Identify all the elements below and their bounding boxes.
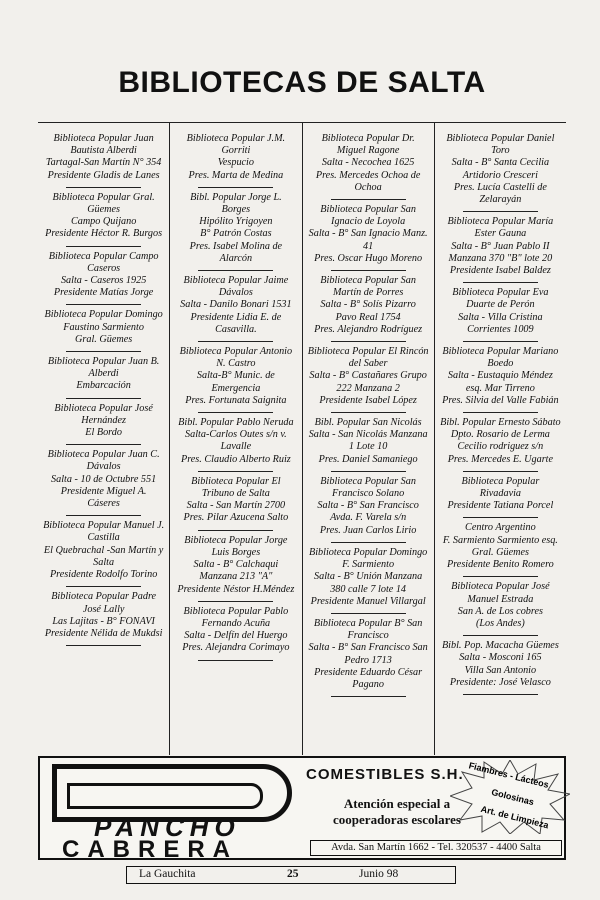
entry-line: Campo Quijano [70,216,137,228]
entry-line: Biblioteca Popular Manuel J. [43,520,165,532]
entry-line: Cecilio rodriguez s/n [457,441,544,453]
library-entry [308,129,429,199]
library-entry [308,472,429,542]
library-entry [308,342,429,412]
entry-divider [463,694,538,695]
entry-divider [198,660,273,661]
entry-line: Pres. Juan Carlos Lirio [319,524,417,536]
entry-line: Vespucio [217,157,254,169]
entry-line: Presidente Nélida de Mukdsi [44,627,163,639]
entry-line: Dpto. Rosario de Lerma [450,429,550,441]
entry-line: Ignacio de Loyola [331,216,406,228]
entry-line: Biblioteca Popular Jaime [183,275,289,287]
entry-line: F. Sarmiento Sarmiento esq. [442,534,558,546]
entry-line: Francisco [347,630,389,642]
entry-line: Tartagal-San Martín N° 354 [45,157,162,169]
library-entry [175,472,296,530]
entry-line: Salta - Eustaquio Méndez [447,370,553,382]
entry-line: Biblioteca Popular Gral. [52,191,155,203]
entry-line: Salta - B° Juan Pablo II [451,240,550,252]
entry-line: Hipólito Yrigoyen [199,216,273,228]
entry-line: Salta - B° Unión Manzana [314,571,423,583]
entry-line: Salta - Delfín del Huergo [184,630,288,642]
ad-comestibles: COMESTIBLES S.H. [306,766,464,783]
library-columns [38,122,566,755]
entry-line: Gral. Güemes [75,333,133,345]
entry-line: José Lally [82,603,125,615]
footer-publication: La Gauchita [139,868,196,880]
library-entry [43,587,164,645]
entry-line: Salta - B° Solís Pizarro [320,299,416,311]
library-entry [43,352,164,398]
entry-line: Pres. Fortunata Saignita [185,394,287,406]
entry-line: Presidente Rodolfo Torino [49,569,158,581]
ad-name-bottom: CABRERA [62,836,238,863]
library-entry [308,271,429,341]
entry-line: Pres. Oscar Hugo Moreno [314,252,423,264]
entry-line: Salta - B° San Francisco San [308,642,428,654]
entry-line: Pagano [352,678,384,690]
entry-line: Presidente Gladis de Lanes [47,169,160,181]
entry-line: Villa San Antonio [464,664,537,676]
entry-line: Salta - Mosconi 165 [459,652,542,664]
entry-line: Presidente Héctor R. Burgos [45,228,163,240]
library-entry [175,188,296,270]
entry-line: Salta [93,556,115,568]
library-entry [43,516,164,586]
entry-line: Biblioteca Popular Juan B. [47,356,160,368]
entry-line: Dávalos [86,461,121,473]
entry-line: 222 Manzana 2 [336,382,400,394]
burst-line-3: Art. de Limpieza [479,803,550,831]
entry-line: Avda. F. Varela s/n [330,512,407,524]
entry-line: Güemes [87,204,121,216]
library-entry [440,413,561,471]
entry-line: Biblioteca Popular J.M. [186,133,286,144]
entry-line: Gorriti [221,145,251,157]
library-entry [43,399,164,445]
entry-line: Salta - 10 de Octubre 551 [51,473,157,485]
entry-line: Presidente Tatiana Porcel [447,500,554,512]
entry-line: Presidente Eduardo César [314,666,423,678]
entry-line: Biblioteca Popular Dr. [321,133,415,144]
entry-line: Biblioteca Popular Eva [452,287,549,299]
entry-line: Biblioteca Popular Daniel [446,133,555,144]
entry-line: Biblioteca Popular María [447,216,554,228]
entry-line: Lavalle [220,441,252,453]
entry-line: Biblioteca Popular San [320,275,416,287]
library-entry [440,283,561,341]
burst-line-1: Fiambres - Lácteos [467,760,550,790]
entry-line: Fernando Acuña [201,617,271,629]
entry-line: Salta - Caseros 1925 [60,275,147,287]
entry-line: Bibl. Popular Pablo Neruda [178,417,294,429]
entry-line: Dávalos [218,287,253,299]
entry-line: Caseros [87,262,121,274]
entry-line: Biblioteca Popular Domingo [308,546,428,558]
entry-line: Boedo [487,358,514,370]
entry-line: Bibl. Popular Jorge L. [190,191,282,203]
entry-line: 41 [363,240,374,252]
entry-line: Salta-B° Munic. de [196,370,275,382]
entry-line: Biblioteca Popular Juan C. [47,449,160,461]
library-entry [440,212,561,282]
entry-line: Biblioteca Popular B° San [313,617,423,629]
entry-line: B° Patrón Costas [200,228,272,240]
entry-line: Salta-Carlos Outes s/n v. [185,429,287,441]
entry-line: El Bordo [85,427,122,439]
entry-line: Salta - B° San Francisco [317,500,419,512]
entry-line: Salta - B° Calchaqui [193,559,279,571]
library-entry [43,247,164,305]
entry-line: Biblioteca Popular Juan [53,133,154,144]
library-entry [175,271,296,341]
entry-line: Alberdi [88,368,119,380]
library-entry [440,129,561,211]
entry-line: Pres. Alejandro Rodríguez [314,323,423,335]
entry-line: Presidente Isabel López [319,394,417,406]
entry-line: Salta - San Nicolás Manzana [308,429,428,441]
entry-line: Presidente Lidia E. de [190,311,282,323]
entry-line: Manuel Estrada [467,593,534,605]
entry-line: Emergencia [211,382,261,394]
entry-line: Biblioteca Popular El Rincón [307,346,429,358]
entry-line: Biblioteca Popular José [54,402,153,414]
entry-line: Bibl. Popular San Nicolás [314,417,422,429]
library-entry [175,602,296,660]
entry-line: Pres. Pilar Azucena Salto [183,512,289,524]
entry-line: Salta - Necochea 1625 [321,157,415,169]
library-entry [175,413,296,471]
library-entry [440,342,561,412]
entry-line: Manzana 370 "B" lote 20 [448,252,553,264]
entry-line: Presidente Isabel Baldez [449,265,551,277]
column-1 [38,123,169,755]
entry-line: Pres. Isabel Molina de [189,240,283,252]
entry-line: Martín de Porres [332,287,404,299]
entry-line: Gral. Güemes [471,546,529,558]
library-entry [43,445,164,515]
entry-line: Pedro 1713 [344,654,392,666]
footer-date: Junio 98 [359,868,399,880]
entry-line: Borges [221,204,251,216]
library-entry [308,413,429,471]
library-entry [308,614,429,696]
library-entry [175,129,296,187]
entry-line: Luis Borges [211,546,261,558]
entry-line: Alarcón [219,252,253,264]
entry-line: Presidente: José Velasco [449,676,551,688]
entry-line: Biblioteca Popular El [191,475,281,487]
entry-line: Presidente Manuel Villargal [310,595,426,607]
entry-line: (Los Andes) [475,617,525,629]
entry-line: Biblioteca Popular [461,475,540,487]
entry-line: Tribuno de Salta [201,488,270,500]
advertisement [38,756,566,863]
footer-page-number: 25 [287,868,299,880]
entry-line: Faustino Sarmiento [63,321,144,333]
entry-line: Presidente Néstor H.Méndez [177,583,295,595]
entry-divider [66,645,141,646]
entry-line: El Quebrachal -San Martín y [43,544,164,556]
library-entry [43,129,164,187]
entry-line: Miguel Ragone [336,145,400,157]
entry-line: Embarcación [76,380,131,392]
entry-line: N. Castro [216,358,256,370]
entry-line: Salta - B° Castañares Grupo [309,370,427,382]
entry-line: Las Lajitas - B° FONAVI [52,615,155,627]
library-entry [175,342,296,412]
entry-line: Corrientes 1009 [467,323,534,335]
entry-line: Biblioteca Popular San [320,475,416,487]
entry-line: Biblioteca Popular Padre [51,591,157,603]
entry-line: Biblioteca Popular Pablo [183,605,289,617]
entry-line: Presidente Miguel A. [60,485,147,497]
entry-line: Salta - B° Santa Cecilia [451,157,550,169]
starburst-graphic [450,760,570,834]
entry-line: Pres. Silvia del Valle Fabián [442,394,559,406]
entry-line: Biblioteca Popular José [451,581,550,593]
entry-line: Hernández [81,414,126,426]
entry-line: Salta - Danilo Bonari 1531 [180,299,292,311]
ad-attention-line1: Atención especial a [343,796,451,811]
entry-line: Ester Gauna [474,228,527,240]
entry-line: Pres. Marta de Medina [188,169,284,181]
entry-line: Pres. Alejandra Corimayo [182,642,290,654]
entry-line: esq. Mar Tirreno [465,382,535,394]
entry-line: Rivadavia [479,488,522,500]
entry-line: Artidorio Cresceri [462,169,538,181]
entry-line: Ochoa [354,181,382,193]
library-entry [440,518,561,576]
ad-address: Avda. San Martín 1662 - Tel. 320537 - 4400 Salta [310,840,562,856]
library-entry [43,188,164,246]
entry-line: Bibl. Pop. Macacha Güemes [441,640,559,652]
entry-line: Salta - Villa Cristina [458,311,543,323]
entry-line: Cáseres [87,498,120,510]
entry-line: Bibl. Popular Ernesto Sábato [440,417,561,429]
entry-line: San A. de Los cobres [457,605,543,617]
burst-line-2: Golosinas [490,786,536,808]
entry-line: Duarte de Perón [466,299,535,311]
entry-line: Presidente Matías Jorge [53,287,154,299]
entry-line: 380 calle 7 lote 14 [330,583,407,595]
library-entry [440,472,561,518]
entry-line: Salta - San Martín 2700 [186,500,286,512]
library-entry [440,636,561,694]
entry-line: Centro Argentino [465,522,536,534]
column-2 [169,123,301,755]
page-title: BIBLIOTECAS DE SALTA [118,66,486,99]
column-3 [302,123,434,755]
entry-line: Pavo Real 1754 [335,311,401,323]
entry-line: Castilla [87,532,120,544]
entry-line: Pres. Lucía Castelli de [453,181,547,193]
entry-line: Pres. Claudio Alberto Ruiz [180,453,291,465]
library-entry [175,531,296,601]
entry-line: Francisco Solano [332,488,405,500]
entry-line: Zelarayán [479,194,522,206]
entry-line: Bautista Alberdi [70,145,137,157]
ad-attention-line2: cooperadoras escolares [333,812,461,827]
entry-line: F. Sarmiento [342,559,395,571]
entry-line: Biblioteca Popular Mariano [442,346,559,358]
entry-line: Presidente Benito Romero [447,559,554,571]
ad-name-top: PANCHO [94,812,241,842]
entry-line: Pres. Mercedes E. Ugarte [447,453,554,465]
entry-line: Casavilla. [215,323,257,335]
entry-line: Biblioteca Popular San [320,204,416,216]
entry-line: Biblioteca Popular Campo [48,250,159,262]
entry-line: Salta - B° San Ignacio Manz. [308,228,428,240]
library-entry [440,577,561,635]
library-entry [43,305,164,351]
entry-line: Biblioteca Popular Jorge [184,534,288,546]
entry-line: Pres. Mercedes Ochoa de [315,169,421,181]
library-entry [308,200,429,270]
entry-line: Toro [491,145,510,157]
entry-divider [331,696,406,697]
entry-line: del Saber [348,358,388,370]
library-entry [308,543,429,613]
entry-line: Biblioteca Popular Domingo [44,309,163,321]
entry-line: 1 Lote 10 [348,441,388,453]
entry-line: Manzana 213 "A" [199,571,273,583]
entry-line: Pres. Daniel Samaniego [318,453,418,465]
entry-line: Biblioteca Popular Antonio [179,346,293,358]
column-4 [434,123,566,755]
page-footer [126,866,456,884]
